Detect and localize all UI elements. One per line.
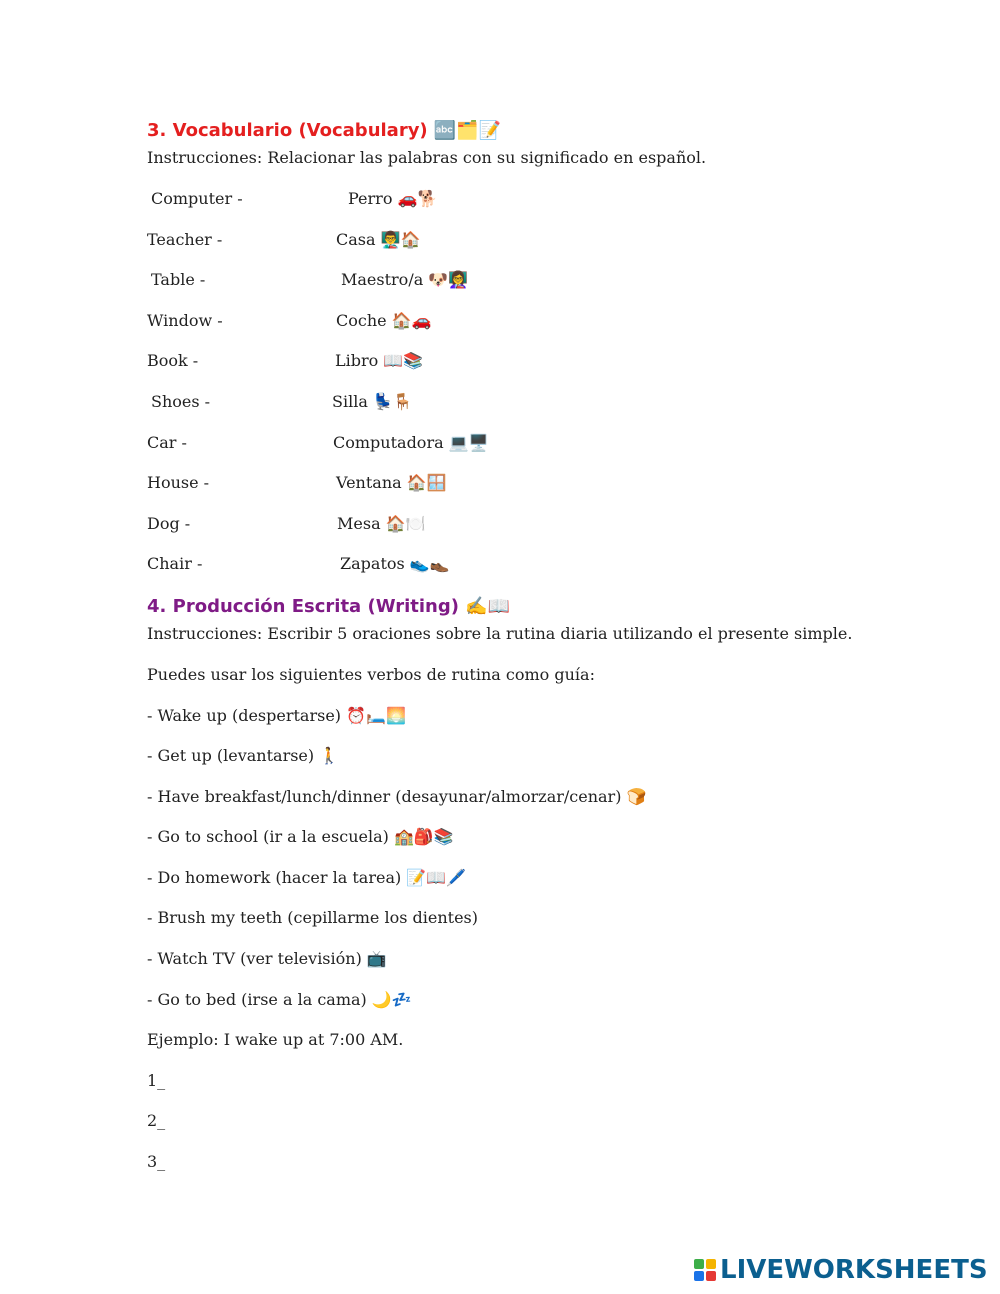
vocab-english-8: House - — [147, 473, 210, 492]
example-sentence: Ejemplo: I wake up at 7:00 AM. — [147, 1030, 404, 1049]
vocab-spanish-2[interactable]: Casa 👨‍🏫🏠 — [336, 230, 421, 249]
logo-mark-icon — [694, 1259, 716, 1281]
vocab-spanish-3[interactable]: Maestro/a 🐶👩‍🏫 — [341, 270, 469, 289]
routine-verb-1: - Wake up (despertarse) ⏰🛏️🌅 — [147, 706, 406, 725]
routine-verb-7: - Watch TV (ver televisión) 📺 — [147, 949, 387, 968]
routine-verb-6: - Brush my teeth (cepillarme los dientes) — [147, 908, 478, 927]
vocab-spanish-7[interactable]: Computadora 💻🖥️ — [333, 433, 489, 452]
vocab-spanish-5[interactable]: Libro 📖📚 — [335, 351, 424, 370]
routine-verb-8: - Go to bed (irse a la cama) 🌙💤 — [147, 990, 412, 1009]
vocab-spanish-9[interactable]: Mesa 🏠🍽️ — [337, 514, 426, 533]
routine-verb-5: - Do homework (hacer la tarea) 📝📖🖊️ — [147, 868, 467, 887]
vocab-english-9: Dog - — [147, 514, 191, 533]
vocab-spanish-4[interactable]: Coche 🏠🚗 — [336, 311, 432, 330]
vocab-spanish-1[interactable]: Perro 🚗🐕 — [348, 189, 438, 208]
logo-square-icon — [694, 1259, 704, 1269]
section-3-instructions: Instrucciones: Relacionar las palabras con su significado en español. — [147, 148, 707, 167]
vocab-english-10: Chair - — [147, 554, 203, 573]
answer-field-1[interactable]: 1_ — [147, 1071, 166, 1090]
answer-field-2[interactable]: 2_ — [147, 1111, 166, 1130]
logo-square-icon — [694, 1271, 704, 1281]
routine-verb-2: - Get up (levantarse) 🚶 — [147, 746, 340, 765]
routine-verb-3: - Have breakfast/lunch/dinner (desayunar/almorzar/cenar) 🍞 — [147, 787, 647, 806]
routine-verb-4: - Go to school (ir a la escuela) 🏫🎒📚 — [147, 827, 454, 846]
section-3-title: 3. Vocabulario (Vocabulary) 🔤🗂️📝 — [147, 120, 502, 141]
vocab-english-6: Shoes - — [151, 392, 211, 411]
vocab-spanish-6[interactable]: Silla 💺🪑 — [332, 392, 413, 411]
liveworksheets-logo — [694, 1256, 988, 1284]
logo-square-icon — [706, 1259, 716, 1269]
vocab-english-7: Car - — [147, 433, 187, 452]
vocab-english-3: Table - — [151, 270, 206, 289]
logo-text: LIVEWORKSHEETS — [720, 1255, 988, 1285]
section-4-guide: Puedes usar los siguientes verbos de rutina como guía: — [147, 665, 595, 684]
answer-field-3[interactable]: 3_ — [147, 1152, 166, 1171]
vocab-english-5: Book - — [147, 351, 199, 370]
vocab-english-1: Computer - — [151, 189, 243, 208]
section-4-title: 4. Producción Escrita (Writing) ✍️📖 — [147, 596, 511, 617]
vocab-spanish-10[interactable]: Zapatos 👟👞 — [340, 554, 450, 573]
vocab-english-4: Window - — [147, 311, 223, 330]
logo-square-icon — [706, 1271, 716, 1281]
vocab-spanish-8[interactable]: Ventana 🏠🪟 — [336, 473, 447, 492]
section-4-instructions: Instrucciones: Escribir 5 oraciones sobre la rutina diaria utilizando el presente simple. — [147, 624, 853, 643]
vocab-english-2: Teacher - — [147, 230, 223, 249]
